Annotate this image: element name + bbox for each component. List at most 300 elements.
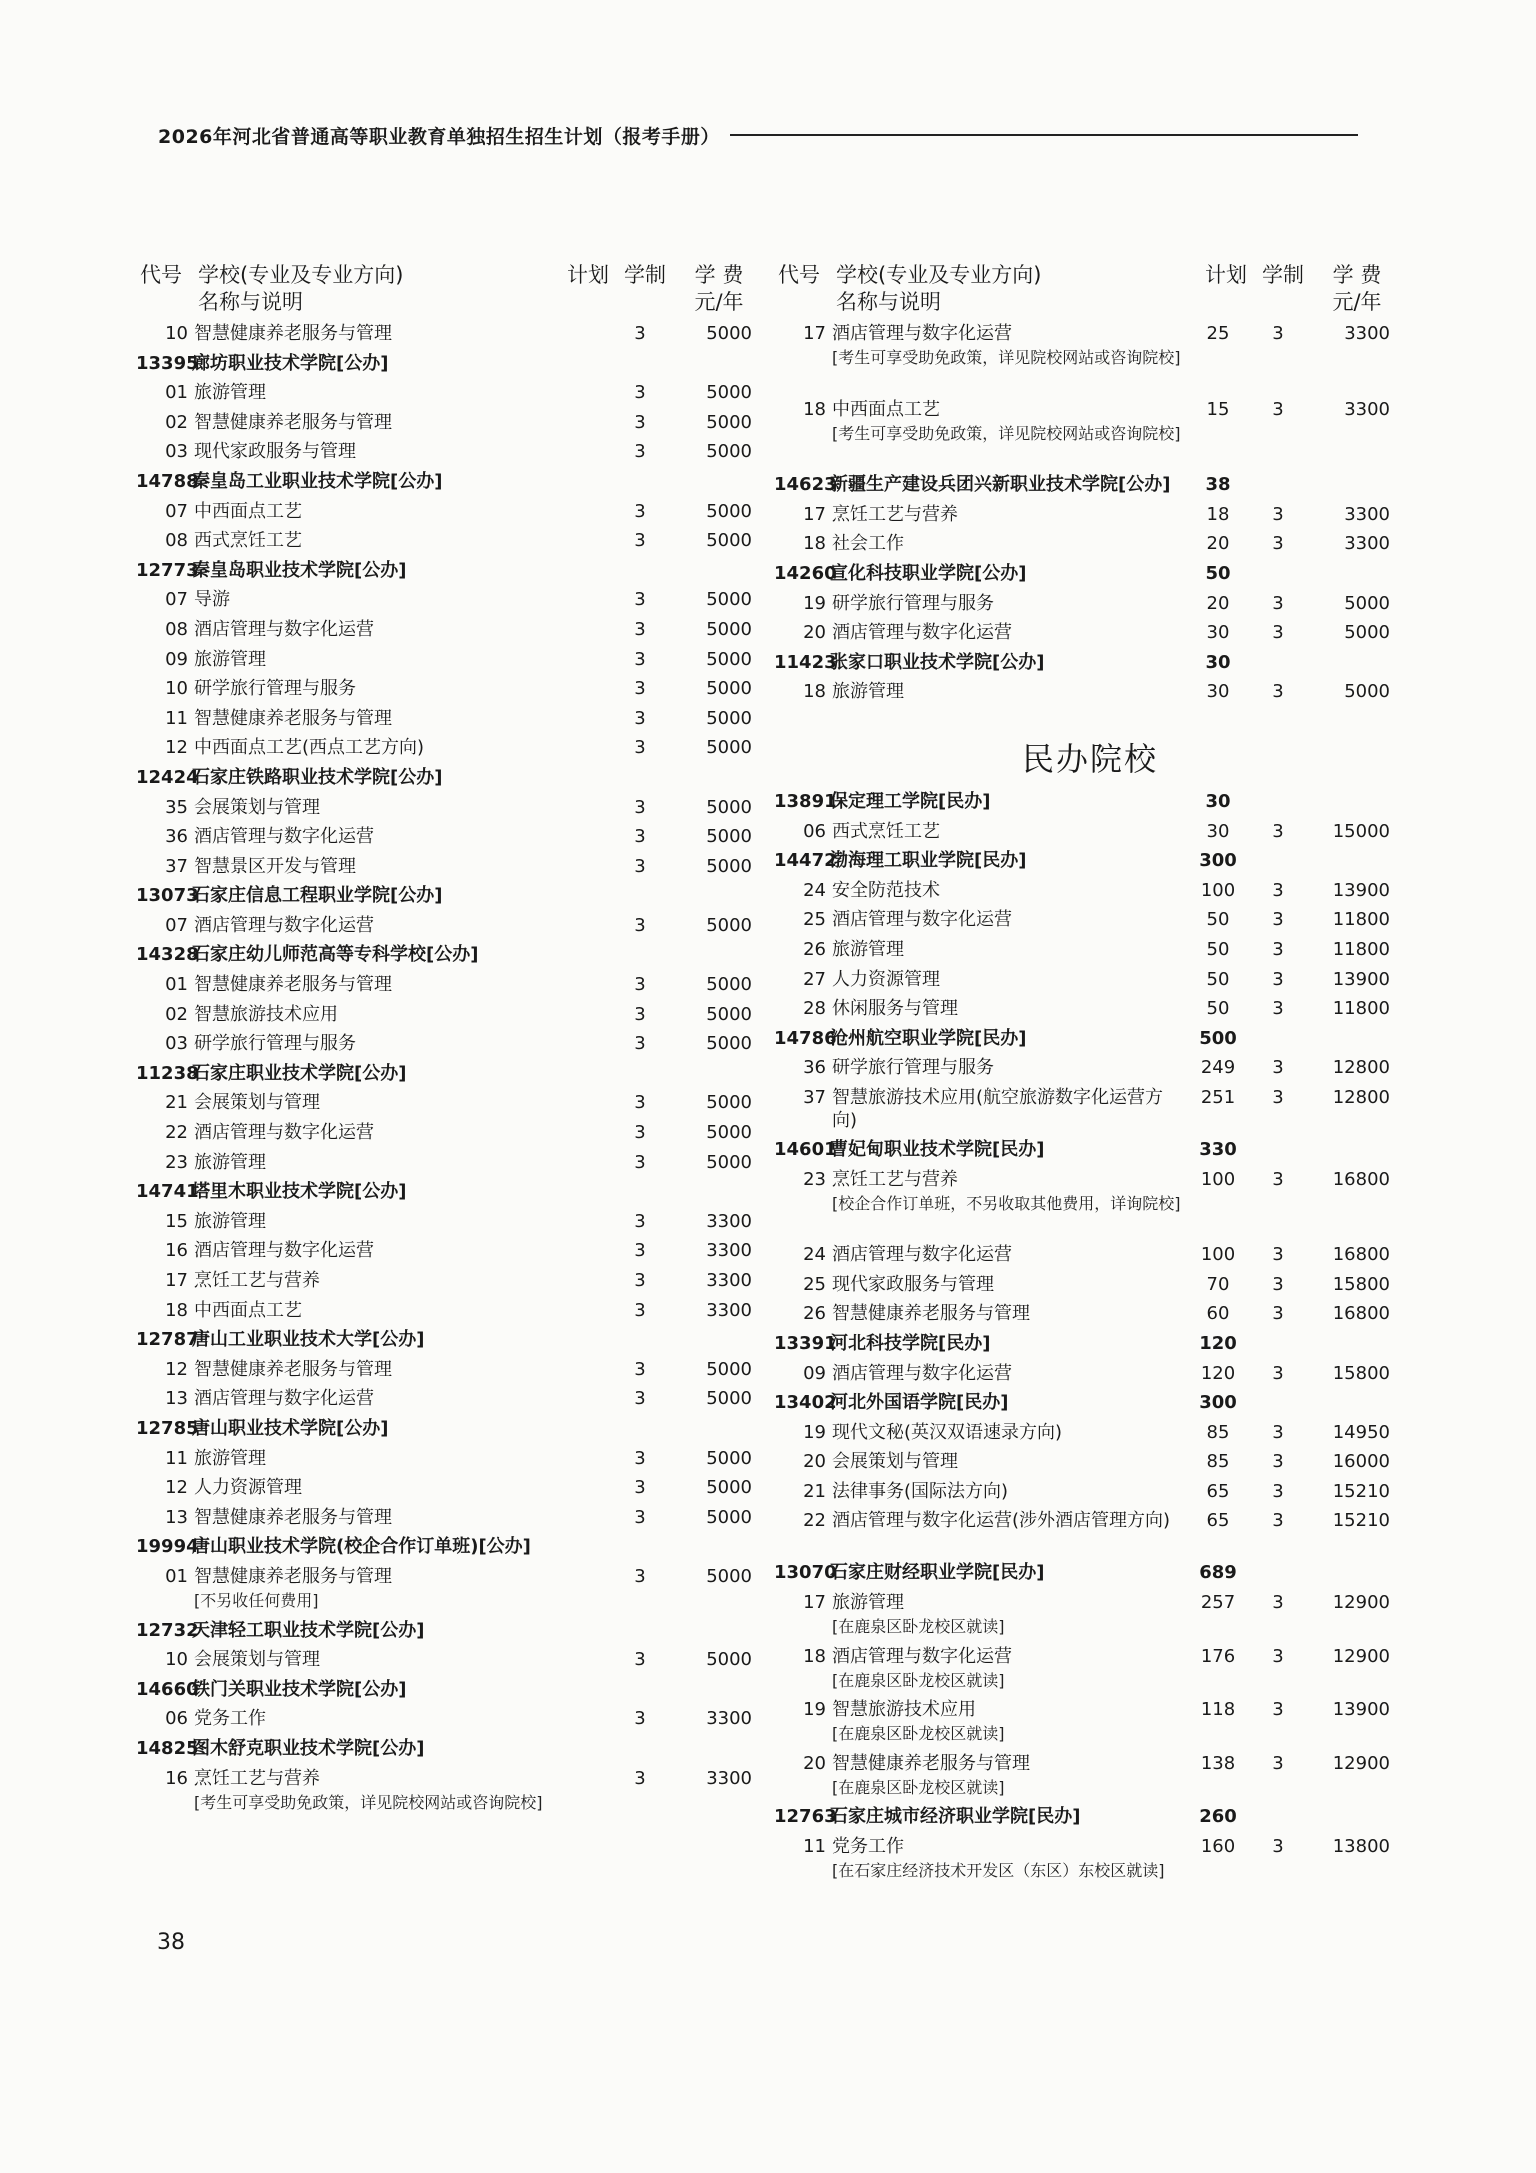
major-code: 03: [165, 1033, 188, 1055]
entry-name-text: 石家庄职业技术学院[公办]: [192, 1062, 407, 1084]
plan-count: 300: [1199, 1392, 1237, 1414]
major-code: 24: [803, 1244, 826, 1266]
entry-name-text: 廊坊职业技术学院[公办]: [192, 352, 389, 374]
school-code: 14601: [774, 1138, 837, 1160]
major-code: 18: [803, 681, 826, 703]
column-header-fee-line2: 元/年: [694, 290, 744, 314]
entry-note: [校企合作订单班，不另收取其他费用，详询院校]: [832, 1193, 1181, 1213]
plan-count: 85: [1206, 1451, 1230, 1473]
school-code: 14788: [136, 470, 199, 492]
study-years: 3: [634, 500, 646, 522]
major-code: 23: [165, 1151, 188, 1173]
major-row: [774, 1168, 1394, 1244]
major-code: 35: [165, 796, 188, 818]
major-name: [194, 1269, 544, 1292]
study-years: 3: [634, 1388, 646, 1410]
major-code: 16: [165, 1767, 188, 1789]
major-name: [194, 322, 544, 345]
school-row: [136, 1678, 756, 1708]
major-row: [774, 1591, 1394, 1645]
major-row: [774, 1509, 1394, 1561]
major-name: [832, 532, 1182, 555]
study-years: 3: [1272, 1645, 1284, 1667]
major-row: [774, 1362, 1394, 1392]
major-name: [194, 1767, 544, 1814]
entry-name-text: 酒店管理与数字化运营: [832, 909, 1012, 931]
entry-name-text: 秦皇岛职业技术学院[公办]: [192, 559, 407, 581]
entry-name-text: 会展策划与管理: [194, 796, 320, 818]
study-years: 3: [634, 855, 646, 877]
school-row: [136, 559, 756, 589]
major-row: [136, 1447, 756, 1477]
column-header: [136, 262, 756, 322]
tuition-fee: 5000: [706, 411, 752, 433]
school-code: 13395: [136, 352, 199, 374]
school-row: [136, 943, 756, 973]
tuition-fee: 5000: [706, 1649, 752, 1671]
major-row: [136, 1565, 756, 1619]
plan-count: 100: [1200, 879, 1236, 901]
major-code: 25: [803, 1273, 826, 1295]
major-name: [832, 621, 1182, 644]
school-row: [774, 849, 1394, 879]
study-years: 3: [1272, 1510, 1284, 1532]
tuition-fee: 12900: [1332, 1592, 1390, 1614]
major-code: 21: [803, 1480, 826, 1502]
major-row: [136, 736, 756, 766]
school-name: [830, 562, 1190, 585]
major-code: 26: [803, 938, 826, 960]
entry-name-text: 社会工作: [832, 533, 904, 555]
school-name: [192, 884, 552, 907]
major-code: 06: [165, 1708, 188, 1730]
plan-count: 65: [1206, 1510, 1230, 1532]
major-row: [774, 1086, 1394, 1138]
tuition-fee: 11800: [1332, 909, 1390, 931]
major-code: 10: [165, 678, 188, 700]
major-name: [832, 1752, 1182, 1799]
tuition-fee: 5000: [706, 707, 752, 729]
entry-name-text: 智慧健康养老服务与管理: [194, 411, 392, 433]
study-years: 3: [634, 737, 646, 759]
major-code: 10: [165, 1649, 188, 1671]
major-code: 28: [803, 998, 826, 1020]
column-header-fee: [689, 262, 749, 316]
major-name: [832, 1168, 1182, 1215]
study-years: 3: [1272, 1752, 1284, 1774]
tuition-fee: 11800: [1332, 998, 1390, 1020]
study-years: 3: [634, 678, 646, 700]
major-name: [194, 1387, 544, 1410]
school-code: 14741: [136, 1181, 199, 1203]
major-name: [832, 820, 1182, 843]
major-row: [136, 648, 756, 678]
column-header-plan: 计划: [567, 263, 609, 287]
school-name: [830, 1027, 1190, 1050]
major-code: 19: [803, 1421, 826, 1443]
entry-name-text: 智慧旅游技术应用(航空旅游数字化运营方向): [832, 1086, 1164, 1131]
major-row: [774, 879, 1394, 909]
major-row: [136, 1767, 756, 1843]
plan-count: 70: [1206, 1273, 1230, 1295]
study-years: 3: [1272, 622, 1284, 644]
study-years: 3: [1272, 681, 1284, 703]
plan-count: 100: [1200, 1168, 1236, 1190]
tuition-fee: 5000: [706, 648, 752, 670]
column-header-name-line2: 名称与说明: [836, 290, 941, 314]
tuition-fee: 3300: [1344, 533, 1390, 555]
study-years: 3: [1272, 592, 1284, 614]
entry-name-text: 沧州航空职业学院[民办]: [830, 1027, 1027, 1049]
entry-name-text: 党务工作: [194, 1708, 266, 1730]
school-name: [192, 1180, 552, 1203]
entry-name-text: 石家庄幼儿师范高等专科学校[公办]: [192, 944, 479, 966]
major-code: 06: [803, 820, 826, 842]
study-years: 3: [634, 1122, 646, 1144]
plan-count: 18: [1206, 503, 1230, 525]
major-name: [194, 1003, 544, 1026]
tuition-fee: 5000: [706, 1033, 752, 1055]
school-code: 14786: [774, 1027, 837, 1049]
study-years: 3: [634, 1092, 646, 1114]
school-name: [830, 849, 1190, 872]
tuition-fee: 16000: [1332, 1451, 1390, 1473]
major-name: [194, 1239, 544, 1262]
major-name: [832, 1450, 1182, 1473]
tuition-fee: 12900: [1332, 1752, 1390, 1774]
tuition-fee: 5000: [706, 974, 752, 996]
tuition-fee: 3300: [706, 1708, 752, 1730]
study-years: 3: [634, 530, 646, 552]
school-name: [830, 1332, 1190, 1355]
major-name: [832, 1645, 1182, 1692]
study-years: 3: [1272, 909, 1284, 931]
entry-name-text: 秦皇岛工业职业技术学院[公办]: [192, 470, 443, 492]
school-code: 14472: [774, 850, 837, 872]
column-header-years: 学制: [1262, 263, 1304, 287]
major-row: [774, 398, 1394, 474]
entry-name-text: 烹饪工艺与营养: [194, 1767, 320, 1789]
major-name: [194, 1648, 544, 1671]
entry-name-text: 酒店管理与数字化运营: [194, 1388, 374, 1410]
school-code: 13391: [774, 1332, 837, 1354]
major-code: 27: [803, 968, 826, 990]
major-name: [194, 1299, 544, 1322]
school-name: [192, 1062, 552, 1085]
page-number: 38: [157, 1930, 185, 1955]
major-row: [136, 1210, 756, 1240]
study-years: 3: [634, 1477, 646, 1499]
major-row: [774, 1752, 1394, 1806]
entry-name-text: 旅游管理: [832, 681, 904, 703]
entry-name-text: 酒店管理与数字化运营: [194, 914, 374, 936]
entry-name-text: 旅游管理: [832, 938, 904, 960]
entry-name-text: 安全防范技术: [832, 879, 940, 901]
column-header-name-line2: 名称与说明: [198, 290, 303, 314]
entry-name-text: 酒店管理与数字化运营: [832, 1362, 1012, 1384]
study-years: 3: [1272, 1244, 1284, 1266]
major-row: [136, 796, 756, 826]
major-code: 18: [803, 398, 826, 420]
major-code: 26: [803, 1303, 826, 1325]
major-row: [136, 1151, 756, 1181]
entry-name-text: 智慧健康养老服务与管理: [832, 1303, 1030, 1325]
major-name: [194, 1447, 544, 1470]
tuition-fee: 5000: [706, 1388, 752, 1410]
major-row: [136, 1091, 756, 1121]
entry-name-text: 会展策划与管理: [832, 1451, 958, 1473]
entry-name-text: 唐山职业技术学院[公办]: [192, 1417, 389, 1439]
major-code: 11: [165, 1447, 188, 1469]
entry-name-text: 唐山工业职业技术大学[公办]: [192, 1329, 425, 1351]
tuition-fee: 3300: [706, 1210, 752, 1232]
major-code: 16: [165, 1240, 188, 1262]
entry-note: [在鹿泉区卧龙校区就读]: [832, 1670, 1005, 1690]
plan-count: 20: [1206, 592, 1230, 614]
school-code: 12787: [136, 1329, 199, 1351]
tuition-fee: 5000: [706, 678, 752, 700]
tuition-fee: 5000: [706, 441, 752, 463]
entry-name-text: 休闲服务与管理: [832, 998, 958, 1020]
study-years: 3: [1272, 1086, 1284, 1108]
entry-name-text: 旅游管理: [194, 1210, 266, 1232]
column-header-plan: 计划: [1205, 263, 1247, 287]
major-row: [774, 1273, 1394, 1303]
major-row: [136, 1269, 756, 1299]
major-code: 20: [803, 622, 826, 644]
major-row: [774, 1698, 1394, 1752]
study-years: 3: [634, 1447, 646, 1469]
major-name: [832, 322, 1182, 369]
major-name: [832, 1480, 1182, 1503]
tuition-fee: 12900: [1332, 1645, 1390, 1667]
study-years: 3: [1272, 1362, 1284, 1384]
school-row: [136, 1062, 756, 1092]
school-name: [192, 1678, 552, 1701]
entry-name-text: 旅游管理: [194, 1151, 266, 1173]
major-code: 13: [165, 1388, 188, 1410]
tuition-fee: 5000: [706, 530, 752, 552]
entry-note: [不另收任何费用]: [194, 1590, 319, 1610]
plan-count: 65: [1206, 1480, 1230, 1502]
tuition-fee: 13900: [1332, 968, 1390, 990]
major-row: [136, 1358, 756, 1388]
tuition-fee: 13800: [1332, 1836, 1390, 1858]
entry-name-text: 石家庄铁路职业技术学院[公办]: [192, 766, 443, 788]
major-row: [774, 968, 1394, 998]
tuition-fee: 5000: [1344, 622, 1390, 644]
school-code: 14825: [136, 1737, 199, 1759]
column-header-name-line1: 学校(专业及专业方向): [198, 263, 404, 287]
major-row: [774, 1835, 1394, 1889]
major-row: [136, 855, 756, 885]
major-row: [136, 677, 756, 707]
study-years: 3: [634, 589, 646, 611]
tuition-fee: 13900: [1332, 879, 1390, 901]
entry-name-text: 旅游管理: [194, 1447, 266, 1469]
major-row: [136, 1032, 756, 1062]
school-name: [192, 1328, 552, 1351]
major-code: 18: [165, 1299, 188, 1321]
major-code: 12: [165, 1358, 188, 1380]
school-row: [136, 352, 756, 382]
tuition-fee: 13900: [1332, 1699, 1390, 1721]
major-code: 37: [803, 1086, 826, 1108]
column-header-fee: [1327, 262, 1387, 316]
tuition-fee: 5000: [706, 914, 752, 936]
study-years: 3: [1272, 1836, 1284, 1858]
plan-count: 50: [1205, 562, 1231, 584]
major-row: [136, 1387, 756, 1417]
plan-count: 60: [1206, 1303, 1230, 1325]
entry-name-text: 石家庄财经职业学院[民办]: [830, 1562, 1045, 1584]
study-years: 3: [634, 382, 646, 404]
entry-name-text: 曹妃甸职业技术学院[民办]: [830, 1138, 1045, 1160]
entry-name-text: 烹饪工艺与营养: [832, 503, 958, 525]
plan-count: 25: [1206, 323, 1230, 344]
entry-name-text: 酒店管理与数字化运营: [832, 1244, 1012, 1266]
major-row: [774, 1243, 1394, 1273]
school-row: [136, 1535, 756, 1565]
tuition-fee: 11800: [1332, 938, 1390, 960]
school-row: [136, 766, 756, 796]
tuition-fee: 3300: [706, 1270, 752, 1291]
study-years: 3: [1272, 820, 1284, 842]
tuition-fee: 5000: [706, 500, 752, 522]
major-code: 12: [165, 737, 188, 759]
plan-count: 160: [1200, 1836, 1236, 1858]
page-header-title: 2026年河北省普通高等职业教育单独招生招生计划（报考手册）: [158, 125, 720, 148]
entry-name-text: 张家口职业技术学院[公办]: [830, 651, 1045, 673]
entry-name-text: 智慧旅游技术应用: [194, 1003, 338, 1025]
entry-note: [在石家庄经济技术开发区（东区）东校区就读]: [832, 1861, 1165, 1881]
tuition-fee: 5000: [706, 323, 752, 344]
major-name: [194, 796, 544, 819]
school-name: [192, 1737, 552, 1760]
major-name: [832, 997, 1182, 1020]
column-header-code: 代号: [778, 263, 820, 287]
major-code: 17: [803, 503, 826, 525]
major-name: [832, 1509, 1182, 1532]
major-row: [774, 621, 1394, 651]
major-name: [194, 648, 544, 671]
tuition-fee: 5000: [706, 1358, 752, 1380]
major-row: [136, 411, 756, 441]
tuition-fee: 3300: [706, 1767, 752, 1789]
major-name: [832, 1421, 1182, 1444]
major-code: 19: [803, 592, 826, 614]
entry-name-text: 旅游管理: [194, 382, 266, 404]
school-name: [192, 1619, 552, 1642]
major-name: [194, 1707, 544, 1730]
study-years: 3: [634, 1565, 646, 1587]
entry-note: [考生可享受助免政策，详见院校网站或咨询院校]: [194, 1792, 543, 1812]
column-header-code: 代号: [140, 263, 182, 287]
plan-count: 100: [1200, 1244, 1236, 1266]
tuition-fee: 3300: [706, 1240, 752, 1262]
tuition-fee: 12800: [1332, 1086, 1390, 1108]
tuition-fee: 15000: [1332, 820, 1390, 842]
study-years: 3: [634, 826, 646, 848]
entry-name-text: 研学旅行管理与服务: [832, 592, 994, 614]
entry-name-text: 会展策划与管理: [194, 1649, 320, 1671]
major-name: [194, 1121, 544, 1144]
tuition-fee: 16800: [1332, 1303, 1390, 1325]
major-code: 07: [165, 500, 188, 522]
major-name: [832, 1591, 1182, 1638]
plan-count: 30: [1206, 681, 1230, 703]
column-header-fee-line1: 学 费: [1332, 263, 1382, 287]
tuition-fee: 12800: [1332, 1057, 1390, 1079]
entry-name-text: 研学旅行管理与服务: [194, 678, 356, 700]
plan-count: 330: [1199, 1138, 1237, 1160]
major-code: 24: [803, 879, 826, 901]
tuition-fee: 14950: [1332, 1421, 1390, 1443]
major-name: [194, 1210, 544, 1233]
major-name: [194, 736, 544, 759]
right-entry-list-public: [774, 322, 1394, 710]
entry-name-text: 旅游管理: [194, 648, 266, 670]
major-row: [136, 500, 756, 530]
tuition-fee: 16800: [1332, 1244, 1390, 1266]
tuition-fee: 5000: [706, 382, 752, 404]
major-name: [832, 1243, 1182, 1266]
entry-name-text: 酒店管理与数字化运营(涉外酒店管理方向): [832, 1510, 1171, 1532]
left-column: [136, 262, 756, 1842]
school-row: [774, 562, 1394, 592]
right-column: [774, 262, 1394, 710]
school-code: 13070: [774, 1562, 837, 1584]
entry-note: [在鹿泉区卧龙校区就读]: [832, 1777, 1005, 1797]
study-years: 3: [1272, 1451, 1284, 1473]
column-header-fee-line2: 元/年: [1332, 290, 1382, 314]
school-name: [192, 1417, 552, 1440]
study-years: 3: [634, 914, 646, 936]
major-code: 07: [165, 589, 188, 611]
major-name: [194, 914, 544, 937]
major-name: [832, 968, 1182, 991]
major-code: 01: [165, 382, 188, 404]
school-name: [830, 1391, 1190, 1414]
entry-name-text: 旅游管理: [832, 1592, 904, 1614]
entry-name-text: 智慧旅游技术应用: [832, 1699, 976, 1721]
tuition-fee: 5000: [706, 826, 752, 848]
entry-name-text: 智慧健康养老服务与管理: [194, 707, 392, 729]
major-row: [136, 707, 756, 737]
school-row: [774, 790, 1394, 820]
tuition-fee: 5000: [706, 1565, 752, 1587]
study-years: 3: [634, 1151, 646, 1173]
school-code: 12763: [774, 1806, 837, 1828]
major-code: 17: [803, 1592, 826, 1614]
study-years: 3: [1272, 938, 1284, 960]
study-years: 3: [634, 1767, 646, 1789]
study-years: 3: [1272, 1592, 1284, 1614]
study-years: 3: [1272, 1273, 1284, 1295]
plan-count: 30: [1205, 651, 1231, 673]
school-code: 12785: [136, 1417, 199, 1439]
entry-name-text: 中西面点工艺(西点工艺方向): [194, 737, 425, 759]
entry-name-text: 酒店管理与数字化运营: [194, 826, 374, 848]
entry-name-text: 酒店管理与数字化运营: [194, 618, 374, 640]
plan-count: 38: [1205, 474, 1231, 496]
entry-name-text: 河北外国语学院[民办]: [830, 1392, 1009, 1414]
school-code: 11238: [136, 1062, 199, 1084]
school-row: [136, 470, 756, 500]
major-row: [774, 908, 1394, 938]
school-row: [774, 473, 1394, 503]
tuition-fee: 3300: [706, 1299, 752, 1321]
